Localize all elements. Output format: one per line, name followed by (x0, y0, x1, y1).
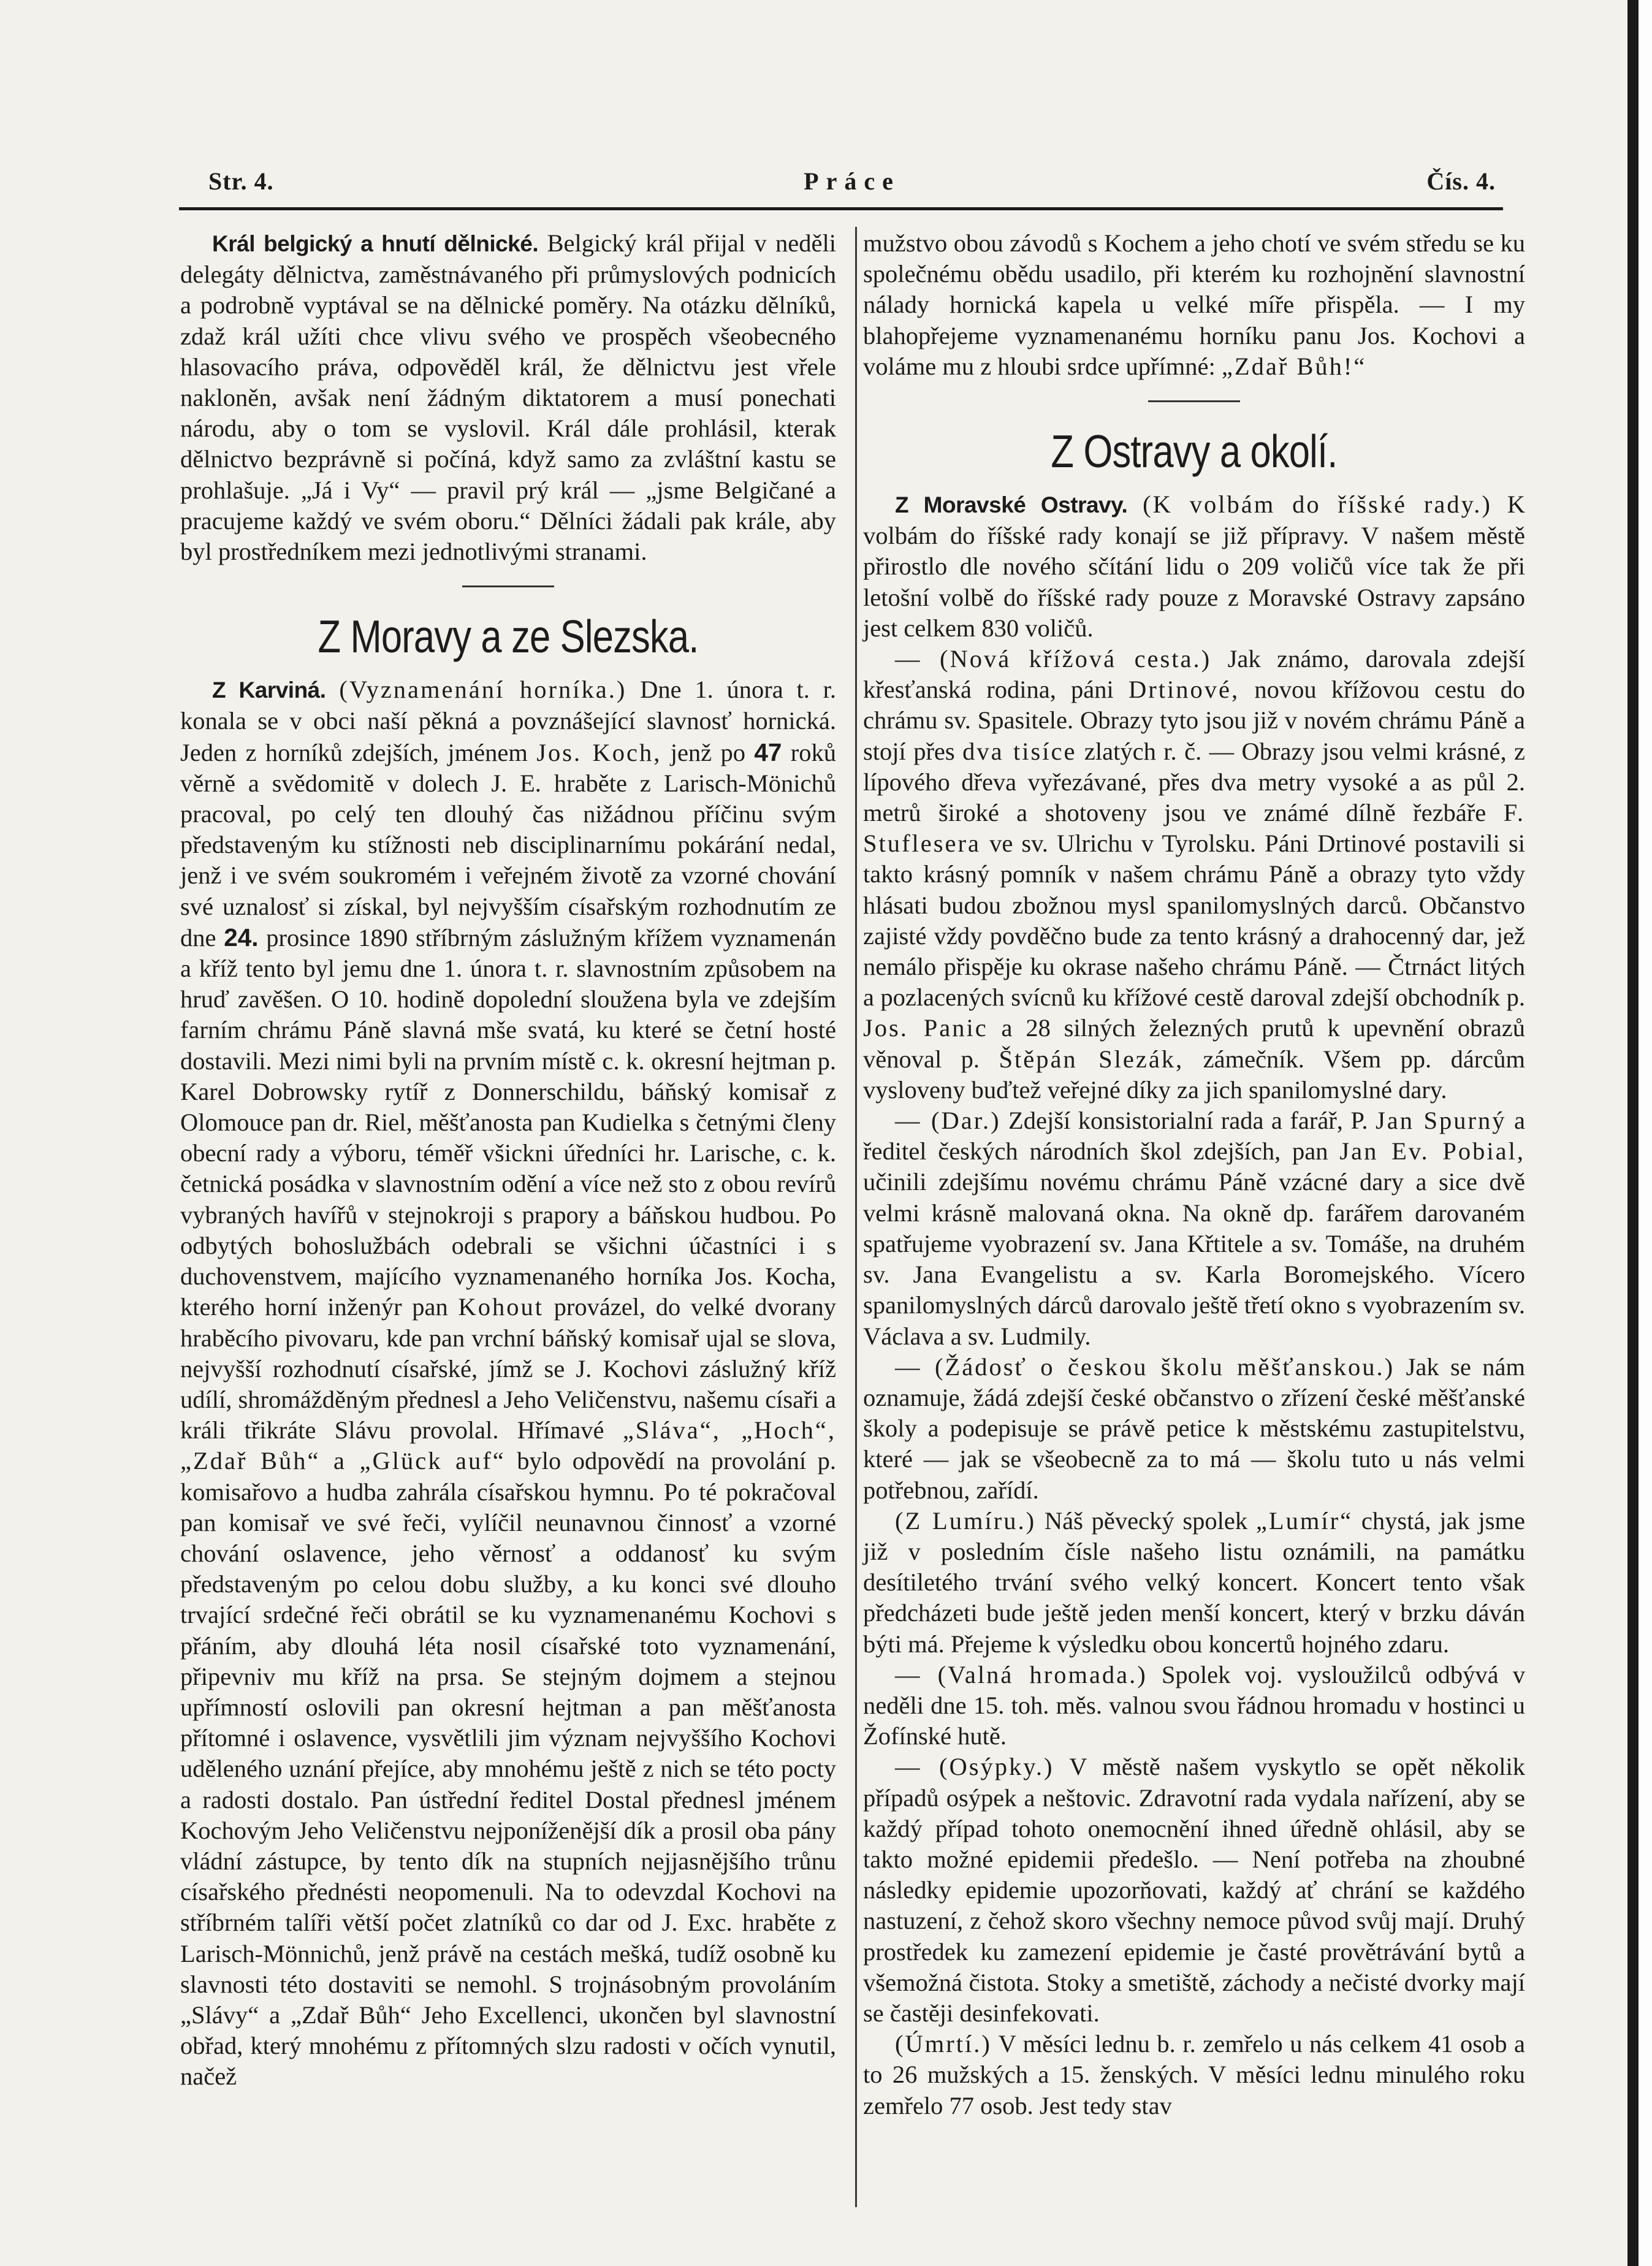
left-column (180, 228, 836, 2092)
page-header (208, 167, 1496, 204)
page-number: Str. 4. (208, 167, 274, 195)
article-subtitle: (Z Lumíru.) (895, 1506, 1037, 1535)
article-body: a 28 silných železných prutů k upevnění obrazů věnoval p. (863, 1014, 1526, 1073)
person-name: Kohout (458, 1293, 544, 1321)
article-body: a ředitel českých národních škol zdejších, pan (863, 1107, 1525, 1165)
society-name: „Lumír“ (1255, 1506, 1353, 1535)
article-divider (462, 586, 554, 587)
article-body: zámečník. Všem pp. dárcům vysloveny buďtež veřejné díky za jich spanilomyslné dary. (863, 1045, 1526, 1104)
article-karvina-continued (863, 228, 1525, 382)
article-body: ve sv. Ulrichu v Tyrolsku. Páni Drtinové postavili si takto krásný pomník v našem chrámu Páně a obrazy tyto vždy hlásati budou zbožnou mysl spanilomyslných darců. Občanstvo zajisté vždy povděčno bude za tento krásný a drahocenný dar, jež nemálo přispěje ku okrase našeho chrámu Páně. — Čtrnáct litých a pozlacených svícnů ku křížové cestě daroval zdejší obchodník p. (863, 830, 1525, 1012)
article-body: Spolek voj. vysloužilců odbývá v neděli dne 15. toh. měs. valnou svou řádnou hromadu v hostinci u Žofínské hutě. (863, 1660, 1525, 1750)
article-school-request (863, 1352, 1525, 1506)
article-lead: Král belgický a hnutí dělnické. (212, 231, 539, 256)
article-body: roků věrně a svědomitě v dolech J. E. hraběte z Larisch-Mönichů pracoval, po celý ten dlouhý čas nižádnou příčinu svým představeným ku stížnosti neb disciplinarnímu pokárání nedal, jenž i ve svém soukromém i veřejném životě za vzorné chování své uznalosť si získal, byl nejvyšším císařským rozhodnutím ze dne (180, 738, 837, 952)
article-lead: Z Moravské Ostravy. (895, 492, 1128, 518)
right-column (863, 228, 1525, 2121)
article-body: prosince 1890 stříbrným záslužným křížem vyznamenán a kříž tento byl jemu dne 1. února t. r. slavnostním způsobem na hruď zavěšen. O 10. hodině dopolední sloužena byla ve zdejším farním chrámu Páně slavná mše svatá, ku které se četní hosté dostavili. Mezi nimi byli na prvním místě c. k. okresní hejtman p. Karel Dobrowsky rytíř z Donnerschildu, báňský komisař z Olomouce pan dr. Riel, měšťanosta pan Kudielka s četnými členy obecní rady a výboru, téměř všickni úředníci hr. Larische, c. k. četnická posádka v slavnostním odění a více než sto z obou revírů vybraných havířů v stejnokroji s prapory a báňskou hudbou. Po odbytých bohoslužbách odebrali se všichni účastníci i s duchovenstvem, majícího vyznamenaného horníka Jos. Kocha, kterého horní inženýr pan (180, 923, 837, 1321)
header-rule (179, 207, 1503, 210)
article-subtitle: (K volbám do říšské rady.) (1143, 490, 1492, 519)
scan-edge (1639, 0, 1652, 2266)
article-body: Jak se nám oznamuje, žádá zdejší české občanstvo o zřízení české měšťanské školy a podepisuje se právě petice k městskému zastupitelstvu, které — jak se všeobecně za to má — školu tuto u nás velmi potřebnou, zařídí. (863, 1352, 1526, 1504)
person-name: Drtinové, (1129, 676, 1240, 704)
article-body: Zdejší konsistorialní rada a farář, P. (1008, 1107, 1368, 1135)
article-lead: Z Karviná. (212, 677, 326, 703)
article-body: V měsíci lednu b. r. zemřelo u nás celkem 41 osob a to 26 mužských a 15. ženských. V měsíci lednu minulého roku zemřelo 77 osob. Jest tedy stav (863, 2030, 1525, 2119)
article-body: K volbám do říšské rady konají se již přípravy. V našem městě přirostlo dle nového sčítání lidu o 209 voličů více tak že při letošní volbě do říšské rady pouze z Moravské Ostravy zapsáno jest celkem 830 voličů. (863, 490, 1525, 642)
article-body: jenž po (670, 738, 745, 766)
years-number: 47 (754, 738, 782, 766)
article-subtitle: (Vyznamenání horníka.) (339, 676, 627, 704)
column-divider (855, 227, 857, 2207)
scan-edge-shadow (1627, 0, 1639, 2266)
article-body: chystá, jak jsme již v posledním čísle našeho listu oznámili, na památku desítiletého trvání svého velký koncert. Koncert tento však předcházeti bude ještě jeden menší koncert, který v brzku dáván býti má. Přejeme k výsledku obou koncertů hojného zdaru. (863, 1506, 1526, 1658)
person-name: Jan Ev. Pobial, (1339, 1137, 1525, 1165)
article-subtitle: — (Dar.) (895, 1107, 1001, 1135)
issue-number: Čís. 4. (1426, 167, 1496, 195)
article-stations-of-cross (863, 644, 1525, 1105)
article-karvina (180, 674, 836, 2092)
article-body: Dne 1. února t. r. konala se v obci naší pěkná a povznášející slavnosť hornická. Jeden z horníků zdejších, jménem (180, 676, 837, 766)
article-subtitle: — (Žádosť o českou školu měšťanskou.) (895, 1352, 1395, 1381)
newspaper-title: Práce (804, 167, 900, 195)
person-name: F. Stuflesera (863, 799, 1526, 858)
person-name: Štěpán Slezák, (999, 1045, 1184, 1073)
article-body: mužstvo obou závodů s Kochem a jeho chotí ve svém středu se ku společnému obědu usadilo, při kterém ku rozhojnění slavnostní nálady hornická kapela u velké míře přispěla. — I my blahopřejeme vyznamenanému horníku panu Jos. Kochovi a voláme mu z hloubi srdce upřímné: (863, 229, 1525, 380)
article-elections (863, 489, 1525, 644)
article-body: Jak známo, darovala zdejší křesťanská rodina, páni (863, 645, 1526, 704)
article-measles (863, 1752, 1525, 2029)
article-general-meeting (863, 1660, 1525, 1752)
article-gift (863, 1105, 1525, 1352)
person-name: Jos. Panic (863, 1014, 988, 1042)
article-subtitle: (Úmrtí.) (895, 2030, 992, 2058)
price-text: dva tisíce (962, 737, 1077, 765)
article-body: bylo odpovědí na provolání p. komisařovo a hudba zahrála císařskou hymnu. Po té pokračoval pan komisař ve své řeči, vylíčil neunavnou činnosť a vzorné chování oslavence, jeho věrnosť a oddanosť ku svým představeným po celou dobu služby, a ku konci své dlouho trvající srdečné řeči obrátil se ku vyznamenanému Kochovi s přáním, aby dlouhá léta nosil císařské toto vyznamenání, připevniv mu kříž na prsa. Se stejným dojmem a stejnou upřímností oslovili pan okresní hejtman a pan měšťanosta přítomné i oslavence, vysvětlili jim význam nejvyššího Kochovi uděleného uznání přejíce, aby mnohému ještě z nich se této pocty a radosti dostalo. Pan ústřední ředitel Dostal přednesl jménem Kochovým Jeho Veličenstvu nejponíženější dík a prosil oba pány vládní zástupce, by tento dík na stupních nejjasnějšího trůnu císařského přednésti neopomenuli. Na to odevzdal Kochovi na stříbrném talíři větší počet zlatníků co dar od J. Exc. hraběte z Larisch-Mönnichů, jenž právě na cestách mešká, tudíž osobně ku slavnosti této dostaviti se nemohl. S trojnásobným provoláním „Slávy“ a „Zdař Bůh“ Jeho Excellenci, ukončen byl slavnostní obřad, který mnohému z přítomných slzu radosti v očích vynutil, načež (180, 1447, 836, 2091)
date-number: 24. (224, 923, 259, 952)
article-subtitle: — (Valná hromada.) (895, 1660, 1148, 1688)
section-title-moravia: Z Moravy a ze Slezska. (318, 611, 699, 663)
cheer-text: „Zdař Bůh!“ (1221, 352, 1367, 380)
article-divider (1148, 400, 1240, 402)
article-body: novou křížovou cestu do chrámu sv. Spasitele. Obrazy tyto jsou již v novém chrámu Páně a stojí přes (863, 676, 1526, 765)
article-subtitle: — (Nová křížová cesta.) (895, 645, 1212, 673)
article-body: provázel, do velké dvorany hraběcího pivovaru, kde pan vrchní báňský komisař ujal se slova, nejvyšší rozhodnutí císařské, jímž se J. Kochovi záslužný kříž udílí, shromážděným přednesl a Jeho Veličenstvu, našemu císaři a králi třikráte Slávu provolal. Hřímavé (180, 1293, 837, 1444)
person-name: Jan Spurný (1376, 1107, 1507, 1135)
article-body: učinili zdejšímu novému chrámu Páně vzácné dary a sice dvě velmi krásně malovaná okna. Na okně dp. farářem darovaném spatřujeme vyobrazení sv. Jana Křtitele a sv. Tomáše, na druhém sv. Jana Evangelistu a sv. Karla Boromejského. Vícero spanilomyslných dárců darovalo ještě třetí okno s vyobrazením sv. Václava a sv. Ludmily. (863, 1168, 1525, 1350)
article-deaths (863, 2029, 1525, 2121)
person-name: Jos. Koch, (536, 738, 662, 766)
article-body: V městě našem vyskytlo se opět několik případů osýpek a neštovic. Zdravotní rada vydala nařízení, aby se každý případ tohoto onemocnění ihned úředně ohlásil, aby se takto možné epidemii předešlo. — Není potřeba na zhoubné následky epidemie upozorňovati, každý ať chrání se každého nastuzení, z čehož skoro všechny nemoce původ svůj mají. Druhý prostředek ku zamezení epidemie je časté provětrávání bytů a všemožná čistota. Stoky a smetiště, záchody a nečisté dvorky mají se častěji desinfekovati. (863, 1753, 1525, 2027)
article-body: Náš pěvecký spolek (1044, 1506, 1248, 1535)
article-body: zlatých r. č. — Obrazy jsou velmi krásné, z lípového dřeva vyřezávané, přes dva metry vysoké a as půl 2. metrů široké a shotoveny jsou ve známé dílně řezbáře (863, 737, 1525, 827)
article-belgian-king (180, 228, 836, 567)
article-body: Belgický král přijal v neděli delegáty dělnictva, zaměstnávaného při průmyslových podnicích a podrobně vyptával se na dělnické poměry. Na otázku dělníků, zdaž král užíti chce vlivu svého ve prospěch všeobecného hlasovacího práva, odpověděl král, že dělnictvu jest vřele nakloněn, avšak není žádným diktatorem a musí ponechati národu, aby o tom se vyslovil. Král dále prohlásil, kterak dělnictvo bezprávně si počíná, když samo za zvláštní kastu se prohlašuje. „Já i Vy“ — pravil prý král — „jsme Belgičané a pracujeme každý ve svém oboru.“ Dělníci žádali pak krále, aby byl prostředníkem mezi jednotlivými stranami. (180, 229, 837, 566)
article-subtitle: — (Osýpky.) (895, 1753, 1054, 1781)
article-lumir (863, 1506, 1525, 1660)
section-title-ostrava: Z Ostravy a okolí. (1051, 425, 1338, 478)
cheer-text: „Sláva“, „Hoch“, „Zdař Bůh“ a „Glück auf“ (180, 1416, 837, 1475)
